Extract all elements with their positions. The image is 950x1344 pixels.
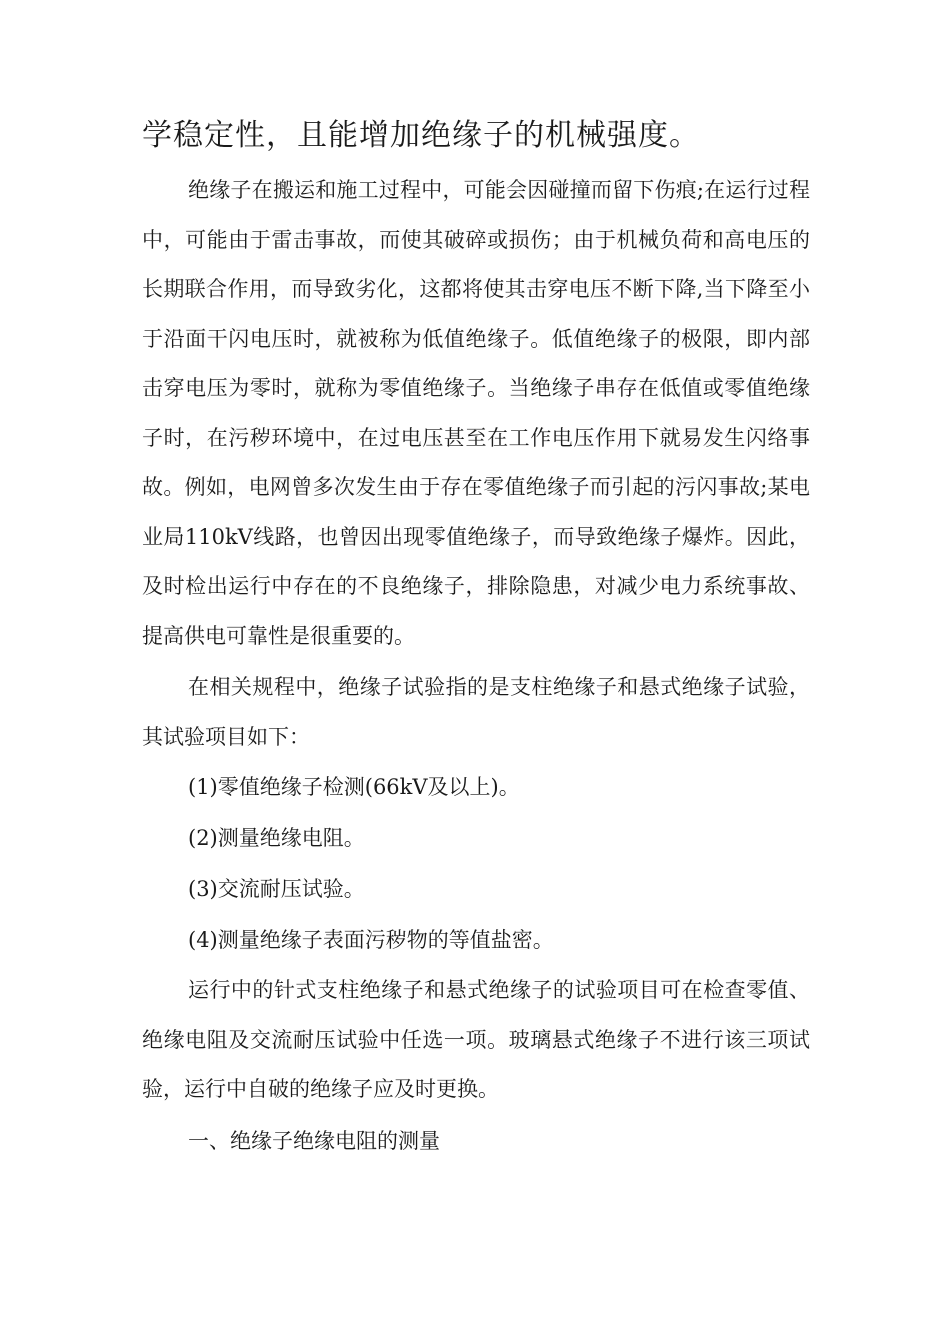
test-item-4: (4)测量绝缘子表面污秽物的等值盐密。 bbox=[188, 928, 554, 952]
continued-text-line: 学稳定性，且能增加绝缘子的机械强度。 bbox=[142, 118, 700, 153]
paragraph-insulator-damage: 绝缘子在搬运和施工过程中，可能会因碰撞而留下伤痕;在运行过程中，可能由于雷击事故，而使其破碎或损伤；由于机械负荷和高电压的长期联合作用，而导致劣化，这都将使其击穿电压不断下降,当下降至小于沿面干闪电压时，就被称为低值绝缘子。低值绝缘子的极限，即内部击穿电压为零时，就称为零值绝缘子。当绝缘子串存在低值或零值绝缘子时，在污秽环境中，在过电压甚至在工作电压作用下就易发生闪络事故。例如，电网曾多次发生由于存在零值绝缘子而引起的污闪事故;某电业局110kV线路，也曾因出现零值绝缘子，而导致绝缘子爆炸。因此，及时检出运行中存在的不良绝缘子，排除隐患，对减少电力系统事故、提高供电可靠性是很重要的。 bbox=[142, 178, 810, 648]
test-item-1: (1)零值绝缘子检测(66kV及以上)。 bbox=[188, 775, 520, 799]
document-body bbox=[142, 108, 810, 1166]
section-heading: 一、绝缘子绝缘电阻的测量 bbox=[188, 1128, 440, 1153]
paragraph-in-service-tests: 运行中的针式支柱绝缘子和悬式绝缘子的试验项目可在检查零值、绝缘电阻及交流耐压试验中任选一项。玻璃悬式绝缘子不进行该三项试验，运行中自破的绝缘子应及时更换。 bbox=[142, 978, 810, 1101]
test-item-3: (3)交流耐压试验。 bbox=[188, 877, 365, 901]
paragraph-test-items-intro: 在相关规程中，绝缘子试验指的是支柱绝缘子和悬式绝缘子试验，其试验项目如下： bbox=[142, 675, 810, 749]
test-item-2: (2)测量绝缘电阻。 bbox=[188, 826, 365, 850]
